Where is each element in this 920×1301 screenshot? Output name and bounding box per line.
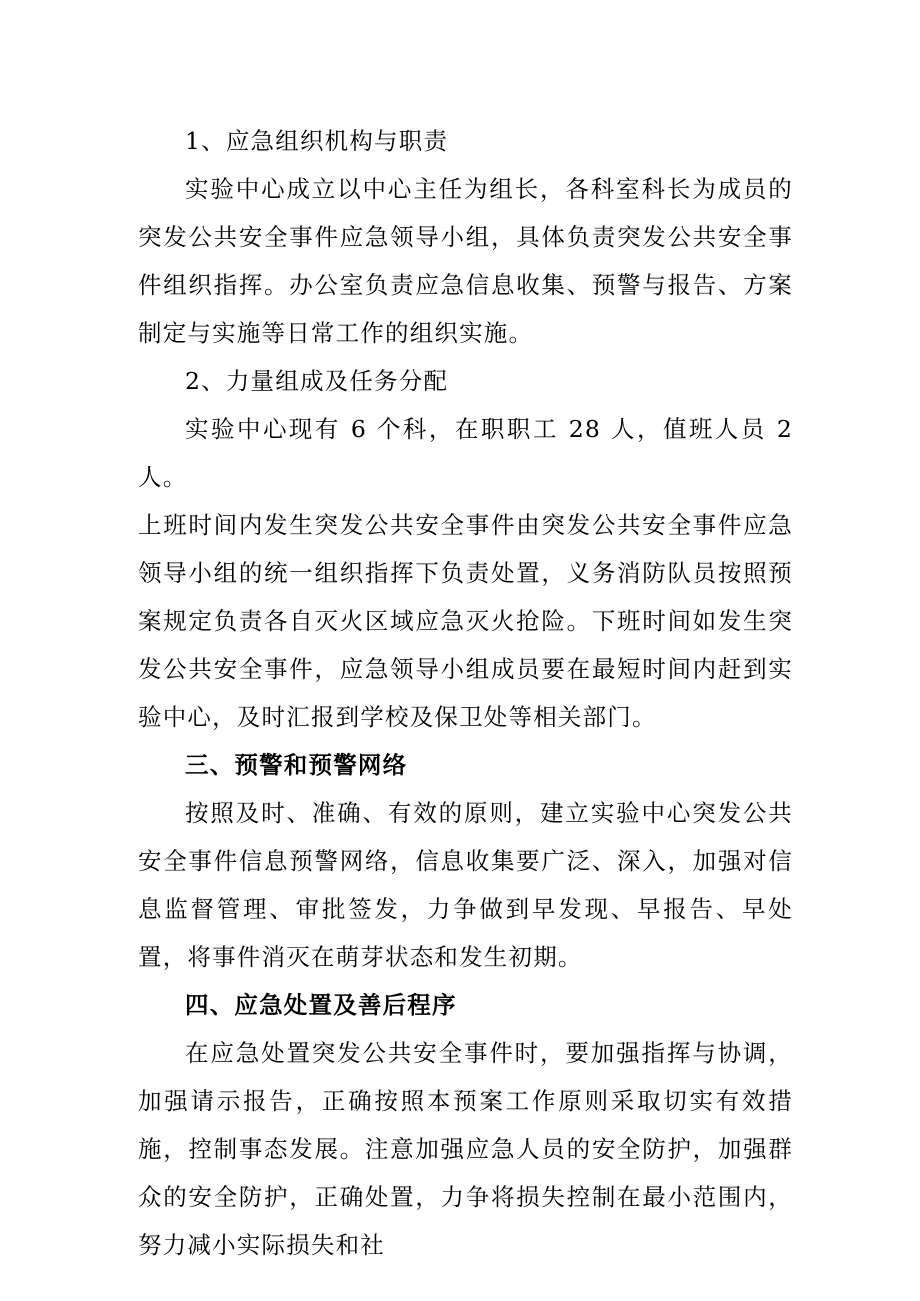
paragraph-warning: 按照及时、准确、有效的原则，建立实验中心突发公共安全事件信息预警网络，信息收集要广泛、深入，加强对信息监督管理、审批签发，力争做到早发现、早报告、早处置，将事件消灭在萌芽状态和发生初期。 — [138, 799, 793, 971]
document-body — [138, 117, 793, 1269]
paragraph-forces-duty: 上班时间内发生突发公共安全事件由突发公共安全事件应急领导小组的统一组织指挥下负责处置，义务消防队员按照预案规定负责各自灭火区域应急灭火抢险。下班时间如发生突发公共安全事件，应急领导小组成员要在最短时间内赶到实验中心，及时汇报到学校及保卫处等相关部门。 — [138, 511, 793, 731]
paragraph-organization: 实验中心成立以中心主任为组长，各科室科长为成员的突发公共安全事件应急领导小组，具体负责突发公共安全事件组织指挥。办公室负责应急信息收集、预警与报告、方案制定与实施等日常工作的组织实施。 — [138, 175, 793, 347]
paragraph-response: 在应急处置突发公共安全事件时，要加强指挥与协调，加强请示报告，正确按照本预案工作原则采取切实有效措施，控制事态发展。注意加强应急人员的安全防护，加强群众的安全防护，正确处置，力争将损失控制在最小范围内，努力减小实际损失和社 — [138, 1039, 793, 1259]
paragraph-forces-staff: 实验中心现有 6 个科，在职职工 28 人，值班人员 2 人。 — [138, 415, 793, 491]
section-heading-forces: 2、力量组成及任务分配 — [185, 367, 449, 395]
section-heading-organization: 1、应急组织机构与职责 — [185, 127, 449, 155]
section-heading-response: 四、应急处置及善后程序 — [185, 991, 457, 1019]
section-heading-warning: 三、预警和预警网络 — [185, 751, 408, 779]
